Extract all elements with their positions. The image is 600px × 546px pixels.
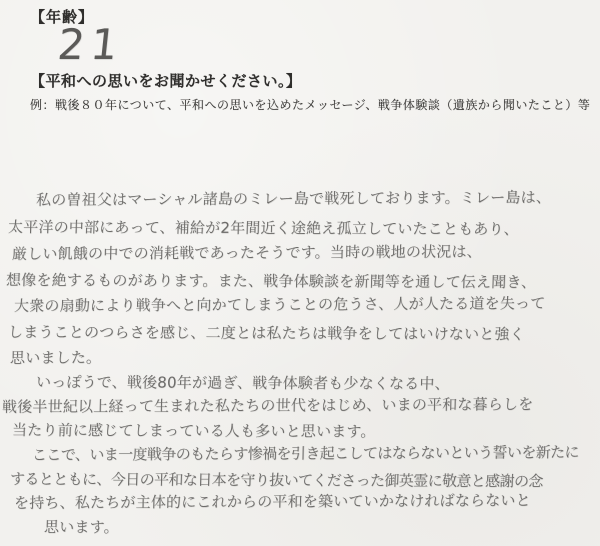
peace-question-hint: 例：戦後８０年について、平和への思いを込めたメッセージ、戦争体験談（遺族から聞いたこと）等 xyxy=(30,98,591,112)
handwritten-line: 戦後半世紀以上経って生まれた私たちの世代をはじめ、いまの平和な暮らしを xyxy=(1,395,534,417)
handwritten-line: 大衆の扇動により戦争へと向かてしまうことの危うさ、人が人たる道を失って xyxy=(13,294,546,316)
handwritten-line: 厳しい飢餓の中での消耗戦であったそうです。当時の戦地の状況は、 xyxy=(11,242,483,264)
handwritten-line: 思いました。 xyxy=(9,348,102,368)
handwritten-line: しまうことのつらさを感じ、二度とは私たちは戦争をしてはいけないと強く xyxy=(7,323,526,344)
handwritten-line: 太平洋の中部にあって、補給が2年間近く途絶え孤立していたこともあり、 xyxy=(7,218,520,239)
handwritten-line: 思います。 xyxy=(43,518,120,537)
handwritten-line: 当たり前に感じてしまっている人も多いと思います。 xyxy=(11,421,376,441)
handwritten-line: ここで、いま一度戦争のもたらす惨禍を引き起こしてはならないという誓いを新たに xyxy=(31,443,580,465)
age-section-label: 【年齢】 xyxy=(30,10,95,26)
handwritten-line: 想像を絶するものがあります。また、戦争体験談を新聞等を通して伝え聞き、 xyxy=(5,271,537,292)
handwritten-line: を持ち、私たちが主体的にこれからの平和を築いていかなければならないと xyxy=(13,491,532,513)
handwritten-line: 私の曽祖父はマーシャル諸島のミレー島で戦死しております。ミレー島は、 xyxy=(35,188,552,210)
peace-question-label: 【平和への思いをお聞かせください。】 xyxy=(30,74,302,90)
handwritten-line: するとともに、今日の平和な日本を守り抜いてくださった御英霊に敬意と感謝の念 xyxy=(9,470,544,491)
age-handwritten-value: 21 xyxy=(55,20,127,69)
handwritten-line: いっぽうで、戦後80年が過ぎ、戦争体験者も少なくなる中、 xyxy=(35,373,451,393)
